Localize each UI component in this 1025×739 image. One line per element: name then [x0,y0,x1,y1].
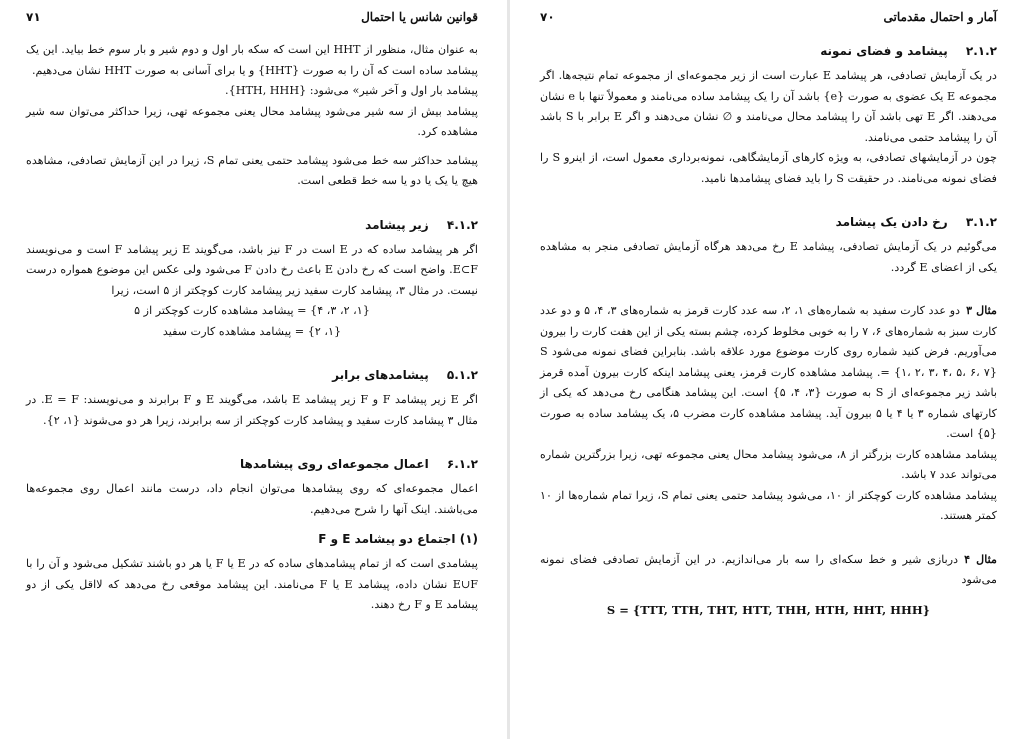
page-number: ۷۱ [26,10,41,24]
section-number: ۳.۱.۲ [965,215,997,229]
paragraph: چون در آزمایشهای تصادفی، به ویژه کارهای آزمایشگاهی، نمونه‌برداری معمول است، از اینرو S را فضای نمونه می‌نامند. در حقیقت S را باید فضای پیشامدها نامید. [540,151,997,185]
page-number: ۷۰ [540,10,555,24]
section-number: ۵.۱.۲ [446,368,478,382]
section-title: زیر پیشامد [365,217,429,232]
example-label: مثال ۳ [966,303,997,317]
paragraph: پیشامد حداکثر سه خط می‌شود پیشامد حتمی یعنی تمام S، زیرا در این آزمایش تصادفی، مشاهده هیچ یا یک یا دو یا سه خط قطعی است. [26,153,478,187]
page-header [540,8,997,26]
example-paragraph [540,549,997,591]
paragraph: پیشامد مشاهده کارت بزرگتر از ۸، می‌شود پیشامد محال یعنی مجموعه تهی، زیرا بزرگترین شماره می‌تواند عدد ۷ باشد. [540,447,997,481]
paragraph: اگر E زیر پیشامد F و F زیر پیشامد E باشد، می‌گویند E و F برابرند و می‌نویسند: E = F. در مثال ۳ پیشامد کارت سفید و پیشامد کارت کوچکتر از سه برابرند، زیرا هر دو می‌شوند {۱، ۲}. [26,393,478,427]
sample-space-equation: S = {TTT, TTH, THT, HTT, THH, HTH, HHT, HHH} [606,602,931,617]
paragraph: اعمال مجموعه‌ای که روی پیشامدها می‌توان انجام داد، درست مانند اعمال روی مجموعه‌ها می‌باشند. اینک آنها را شرح می‌دهیم. [26,482,478,516]
equation: {۱، ۲} = پیشامد مشاهده کارت سفید [162,324,342,338]
section-heading [26,453,478,475]
right-page [510,0,1025,739]
left-page [0,0,510,739]
subsection-heading: (۱) اجتماع دو پیشامد E و F [318,532,478,546]
paragraph: پیشامدی است که از تمام پیشامدهای ساده که در E یا F یا هر دو باشند تشکیل می‌شود و آن را با E∪F نشان داده، پیشامد E یا F می‌نامند. این پیشامد موقعی رخ می‌دهد که لااقل یکی از دو پیشامد E و F رخ دهند. [26,557,478,611]
paragraph: در یک آزمایش تصادفی، هر پیشامد E عبارت است از زیر مجموعه‌ای از مجموعه تمام نتیجه‌ها. اگر مجموعه E یک عضوی به صورت {e} باشد آن را یک پیشامد ساده می‌نامند و معمولاً تنها با e نشان می‌دهند. اگر E تهی باشد آن را پیشامد محال می‌نامند و ∅ نشان می‌دهند و اگر E برابر با S باشد آن را پیشامد حتمی می‌نامند. [540,69,998,144]
example-paragraph [540,300,997,445]
section-heading [540,40,997,62]
section-heading [26,214,478,236]
paragraph: می‌گوئیم در یک آزمایش تصادفی، پیشامد E رخ می‌دهد هرگاه آزمایش تصادفی منجر به مشاهده یکی از اعضای E گردد. [540,240,997,274]
equation: {۱، ۲، ۳، ۴} = پیشامد مشاهده کارت کوچکتر از ۵ [134,304,370,317]
section-heading [26,364,478,386]
example-text: دربازی شیر و خط سکه‌ای را سه بار می‌اندازیم. در این آزمایش تصادفی فضای نمونه می‌شود [540,552,997,586]
section-number: ۶.۱.۲ [446,457,478,471]
example-label: مثال ۴ [964,551,997,566]
page-header [26,8,478,26]
example-text: دو عدد کارت سفید به شماره‌های ۱، ۲، سه عدد کارت قرمز به شماره‌های ۳، ۴، ۵ و دو عدد کارت سبز به شماره‌های ۶، ۷ را به خوبی مخلوط کرده، چشم بسته یکی از این هفت کارت را بیرون می‌آوریم. فرض کنید شماره روی کارت موضوع مورد علاقه باشد. بنابراین فضای نمونه می‌شود S = {۱، ۲، ۳، ۴، ۵، ۶، ۷}. پیشامد مشاهده کارت قرمز، یعنی پیشامد اینکه کارت بیرون آمده قرمز باشد زیر مجموعه‌ای از S به صورت {۳، ۴، ۵} است. این پیشامد هنگامی رخ می‌دهد که یکی از کارتهای شماره ۳ یا ۴ یا ۵ بیرون آید. پیشامد مشاهده کارت مضرب ۵، یک پیشامد ساده به صورت {۵} است. [540,304,997,440]
paragraph: اگر هر پیشامد ساده که در E است در F نیز باشد، می‌گویند E زیر پیشامد F است و می‌نویسند E⊂F. واضح است که رخ دادن E باعث رخ دادن F می‌شود ولی عکس این موضوع همواره درست نیست. در مثال ۳، پیشامد کارت سفید زیر پیشامد کارت کوچکتر از ۵ است، زیرا [26,242,478,297]
running-head: آمار و احتمال مقدماتی [883,10,997,24]
section-title: رخ دادن یک پیشامد [835,215,948,229]
section-title: اعمال مجموعه‌ای روی پیشامدها [240,457,429,471]
section-number: ۲.۱.۲ [965,44,997,58]
paragraph: پیشامد بار اول و آخر شیر» می‌شود: {HTH, HHH}. [225,84,478,97]
section-heading [540,211,997,233]
section-number: ۴.۱.۲ [446,217,478,232]
paragraph: به عنوان مثال، منظور از HHT این است که سکه بار اول و دوم شیر و بار سوم خط بیاید. این یک پیشامد ساده است که آن را به صورت {HHT} و یا برای آسانی به صورت HHT نشان می‌دهیم. [26,43,478,77]
running-head: قوانین شانس یا احتمال [361,10,478,24]
paragraph: پیشامد مشاهده کارت کوچکتر از ۱۰، می‌شود پیشامد حتمی یعنی تمام S، زیرا تمام شماره‌ها از ۱۰ کمتر هستند. [540,488,997,522]
section-title: پیشامد و فضای نمونه [820,44,948,58]
section-title: پیشامدهای برابر [332,368,429,382]
paragraph: پیشامد بیش از سه شیر می‌شود پیشامد محال یعنی مجموعه تهی، زیرا حداکثر می‌توان سه شیر مشاهده کرد. [26,104,478,138]
